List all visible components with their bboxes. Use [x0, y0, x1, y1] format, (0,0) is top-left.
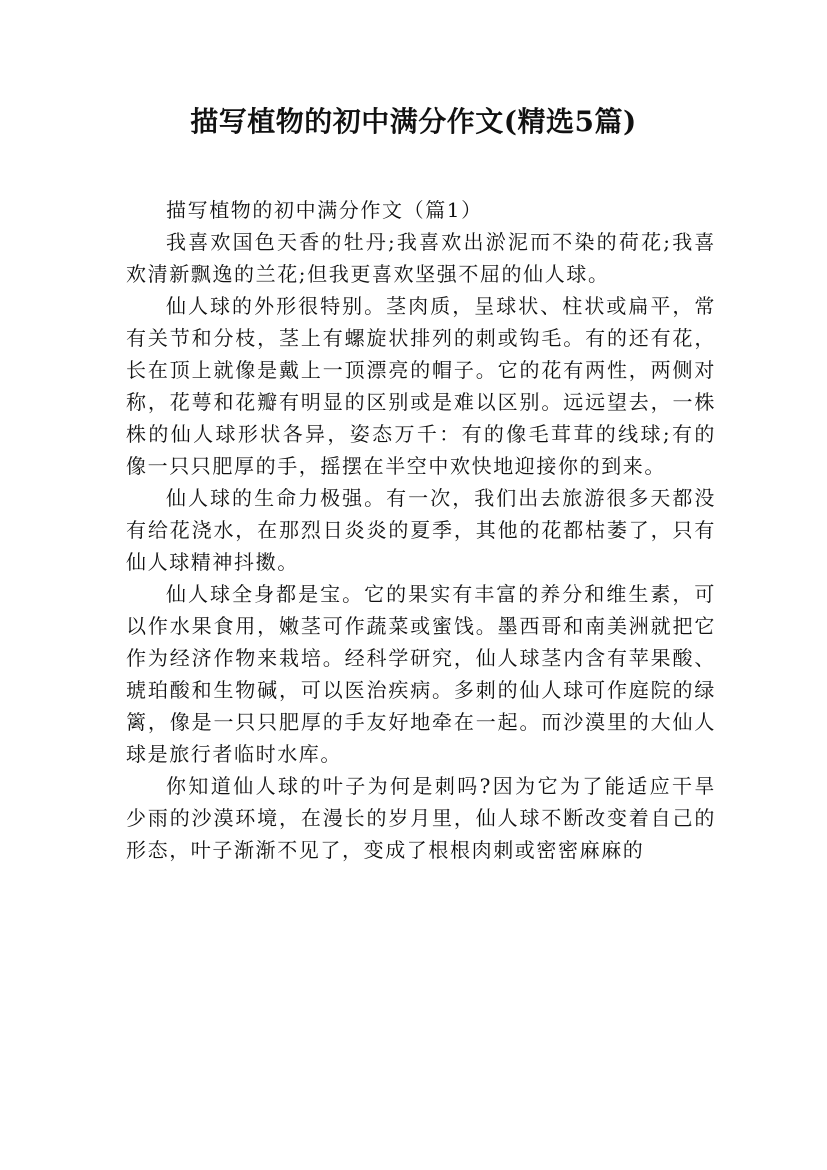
paragraph-1: 我喜欢国色天香的牡丹;我喜欢出淤泥而不染的荷花;我喜欢清新飘逸的兰花;但我更喜欢坚强不屈的仙人球。 — [126, 230, 716, 286]
document-body — [126, 194, 716, 866]
paragraph-4: 仙人球全身都是宝。它的果实有丰富的养分和维生素，可以作水果食用，嫩茎可作蔬菜或蜜饯。墨西哥和南美洲就把它作为经济作物来栽培。经科学研究，仙人球茎内含有苹果酸、琥珀酸和生物碱，可以医治疾病。多刺的仙人球可作庭院的绿篱，像是一只只肥厚的手友好地牵在一起。而沙漠里的大仙人球是旅行者临时水库。 — [126, 582, 716, 766]
section-heading: 描写植物的初中满分作文（篇1） — [166, 198, 483, 222]
document-title: 描写植物的初中满分作文(精选5篇) — [190, 105, 637, 138]
paragraph-3: 仙人球的生命力极强。有一次，我们出去旅游很多天都没有给花浇水，在那烈日炎炎的夏季，其他的花都枯萎了，只有仙人球精神抖擞。 — [126, 486, 716, 574]
paragraph-5: 你知道仙人球的叶子为何是刺吗?因为它为了能适应干旱少雨的沙漠环境，在漫长的岁月里，仙人球不断改变着自己的形态，叶子渐渐不见了，变成了根根肉刺或密密麻麻的 — [126, 774, 716, 862]
paragraph-2: 仙人球的外形很特别。茎肉质，呈球状、柱状或扁平，常有关节和分枝，茎上有螺旋状排列的刺或钩毛。有的还有花，长在顶上就像是戴上一顶漂亮的帽子。它的花有两性，两侧对称，花萼和花瓣有明显的区别或是难以区别。远远望去，一株株的仙人球形状各异，姿态万千：有的像毛茸茸的线球;有的像一只只肥厚的手，摇摆在半空中欢快地迎接你的到来。 — [126, 294, 716, 478]
